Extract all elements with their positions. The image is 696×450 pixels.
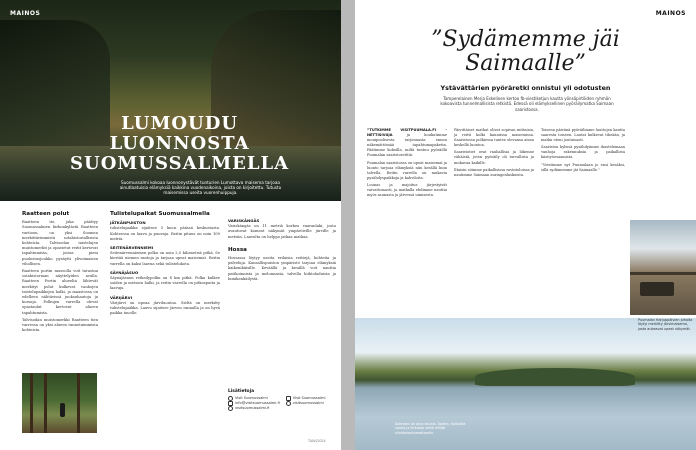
quote-title-line: ”Sydämemme jäi bbox=[431, 27, 620, 52]
column-heading: Tulistelupaikat Suomussalmella bbox=[110, 211, 210, 217]
paragraph: Saariston kylissä pysähdyimme ihastelemaan vanhoja rakennuksia ja paikallista käsityöosaamista. bbox=[541, 145, 625, 160]
contact-text: visitsuomussalmi bbox=[292, 401, 324, 405]
terrace-caption: Puumalan Harjuppäivien pihalta löytyi merkitty järvimaisema, josta aukeavat upeat näkymät. bbox=[638, 318, 693, 331]
paragraph: Iltaisin söimme paikallisissa ravintoloissa ja nautimme Saimaan auringonlaskuista. bbox=[454, 167, 534, 177]
contact-grid bbox=[228, 396, 336, 411]
tree-trunk bbox=[44, 373, 47, 433]
article-intro: Tamperelainen Merja Eskelinen kertoo fb-viestiketjun kautta yönsäpirtöiden ryhmän kokoavista tunnelmallisista retkistä. Edessä oli elämyksellinen pyöräilymatka Saimaan saaristossa. bbox=[440, 96, 614, 112]
web-icon bbox=[228, 406, 233, 411]
article-column bbox=[541, 128, 625, 175]
column-variskangas bbox=[228, 215, 336, 284]
hero-title-line: LUONNOSTA bbox=[109, 133, 250, 154]
contact-heading: Lisätietoja bbox=[228, 389, 255, 394]
subsection-title: VARISKÄNGÄS bbox=[228, 218, 260, 223]
contact-column bbox=[286, 396, 326, 411]
column-raatteen-polut bbox=[22, 212, 98, 335]
paragraph: Puumalan saaristossa on upeat maisemat ja luonto tarjoaa elämyksiä niin kesällä kuin talvella. Reitin varrella on mukavia pysähdyspaikkoja ja kahviloita. bbox=[367, 160, 447, 180]
forest-photo bbox=[22, 373, 97, 433]
tree-trunk bbox=[77, 373, 80, 433]
article-column bbox=[367, 128, 447, 200]
terrace-table bbox=[640, 282, 674, 296]
quote-title-line: Saimaalle” bbox=[465, 51, 586, 76]
article-subtitle: Ystävättärien pyöräretki onnistui yli odotusten bbox=[440, 84, 611, 92]
hiker-figure bbox=[60, 403, 65, 417]
paragraph: Variskängäs on 11 metriä korkea vaaranlaki, josta avautuvat komeat näkymät ympäröiville järville ja metsiin. Laavulta on helppo jatkaa matkaa. bbox=[228, 224, 336, 239]
tree-trunk bbox=[30, 373, 33, 433]
paragraph: ja koukutimme monipuolisesta tarjonnasta ennen näkemättömää tapahtumapaketin. Päätimme kokeilla, miltä tuntuu pyöräillä Puumalan saaristoreittiä. bbox=[367, 133, 447, 158]
paragraph: Päivittäiset matkat olivat sopivan mittaisia, ja reitti kulki kauniissa maisemissa. Saaristossa polkiessa tuntee olevansa aivan keskellä luontoa. bbox=[454, 128, 534, 148]
hero-photo bbox=[0, 0, 341, 201]
subsection-title: JÄTKÄNPUISTON bbox=[110, 220, 146, 226]
hero-caption: Suomussalmi kokoaa luonnonystävät tunturien Lumottava maisema tarjoaa ainutlaatuisia elämyksiä kaikkina vuodenaikoina, joista on kirjoitettu. Tutustu maisemissa useita vuorenhuippuja. bbox=[119, 180, 282, 196]
paragraph: Värijärvi on upeaa järviluontoa. Sieltä on merkitty tulistelupaikka. Laavu sijaitsee järven rannalla ja on hyvä paikka tauolle. bbox=[110, 300, 220, 316]
contact-link[interactable] bbox=[228, 406, 280, 411]
paragraph: Talvisodan muistomerkki Raatteen tien varressa on yksi alueen tunnetuimmista kohteista. bbox=[22, 317, 98, 333]
paragraph: Raatteen tie, joka päättyy Suomussalmen kirkonkylästä Raatteen vartioon, on yksi Suomen merkittävimmistä sotahistoriallisista kohteista. Talvisodan taistelujen muistomerkit ja opastetut reitit kertovat tapahtumista, joissa pieni puolustusjoukko pysäytti ylivoimaisen vihollisen. bbox=[22, 220, 98, 266]
contact-column bbox=[228, 396, 280, 411]
paragraph: tulistelupaikka sijaitsee 5 km:n päässä keskustasta. Kohteessa on laavu ja puuvaja. Reitin pituus on noin 100 metriä. bbox=[110, 226, 220, 241]
paragraph: ”Viestimme nyt Puumalaan jo ensi kesäksi, sillä sydämemme jäi Saimaalle.” bbox=[541, 162, 625, 172]
paragraph: Lounas ja majoitus järjestyivät vaivattomasti, ja matkalla ehdimme nauttia myös saunasta ja järvessä uimisesta. bbox=[367, 182, 447, 198]
section-tag: MAINOS bbox=[10, 10, 41, 17]
hero-title bbox=[70, 114, 289, 174]
terrace-rail bbox=[630, 272, 696, 275]
subsection-title: SÄYNÄJÄSUO bbox=[110, 269, 139, 275]
contact-text: visitsuomussalmi.fi bbox=[235, 406, 270, 410]
subsection-title: SEITENÄRVENNIEMI bbox=[110, 245, 154, 251]
contact-text: Visit Suomussalmi bbox=[292, 396, 326, 400]
article-column bbox=[454, 128, 534, 180]
contact-text: Visit Suomussalmi bbox=[235, 396, 268, 400]
island-shape bbox=[475, 368, 635, 386]
column-heading: Hossa bbox=[228, 246, 247, 253]
lake-caption: Saimaan on aina kaunis. Upeita, kallioisia saaria ja kirkasta vettä riittää silmänkantamattomiin. bbox=[395, 422, 466, 435]
left-page bbox=[0, 0, 341, 450]
instagram-icon bbox=[286, 401, 291, 406]
section-tag: MAINOS bbox=[655, 10, 686, 17]
paragraph: Saaristotiet ovat rauhallisia ja liikenne vähäistä, joten pyöräily oli turvallista ja mukavaa kaikille. bbox=[454, 150, 534, 165]
paragraph: Seitenärvenniemen polku on noin 2,5 kilometriä pitkä. Se kiertää niemen rantoja ja tarjoaa upeat maisemat. Reitin varrella on kaksi laavua sekä tulistelukota. bbox=[110, 251, 220, 266]
page-folio: TALVI/2024 bbox=[308, 439, 326, 443]
terrace-photo bbox=[630, 220, 696, 315]
contact-text: info@visitsuomussalmi.fi bbox=[235, 401, 280, 405]
contact-link[interactable] bbox=[286, 401, 326, 406]
quote-title bbox=[355, 28, 696, 76]
article-lead: ”TUTKIMME VISITPUUMALA.FI -NETTISIVUJA bbox=[367, 128, 447, 138]
contact-box bbox=[228, 389, 336, 429]
paragraph: Toisena päivänä pyöräilimme lauttojen kautta saaresta toiseen. Lautat kulkevat tiheään, ja matka eteni joutuisasti. bbox=[541, 128, 625, 143]
hero-title-line: LUMOUDU bbox=[121, 113, 239, 134]
column-heading: Raatteen polut bbox=[22, 211, 70, 217]
right-page bbox=[355, 0, 696, 450]
subsection-title: VÄRIJÄRVI bbox=[110, 294, 133, 300]
hero-title-line: SUOMUSSALMELLA bbox=[70, 153, 290, 174]
paragraph: Hossassa löytyy useita erilaisia reittejä, kohteita ja palveluja. Kansallispuiston ympäristö tarjoaa elämyksiä kaikenikäisille. Keväällä ja kesällä voit nauttia patikoinnista ja melonnasta, talvella hiihtoladuista ja lumikenkäilystä. bbox=[228, 256, 336, 281]
paragraph: Raatteen portin museolla voit tutustua sotahistoriaan näyttelyiden avulla. Raatteen Portin alueelta lähtevät merkityt polut kulkevat vanhojen taistelupaikkojen halki, ja maastossa on edelleen nähtävissä juoksuhautoja ja korsuja. Polkujen varrella olevat opastaulut kertovat alueen tapahtumista. bbox=[22, 269, 98, 315]
column-tulistelupaikat bbox=[110, 212, 220, 318]
paragraph: Säynäjäsuon retkeilypolku on 8 km pitkä. Polku kulkee soiden ja metsien halki, ja reitin varrella on pitkospuita ja laavuja. bbox=[110, 276, 220, 291]
